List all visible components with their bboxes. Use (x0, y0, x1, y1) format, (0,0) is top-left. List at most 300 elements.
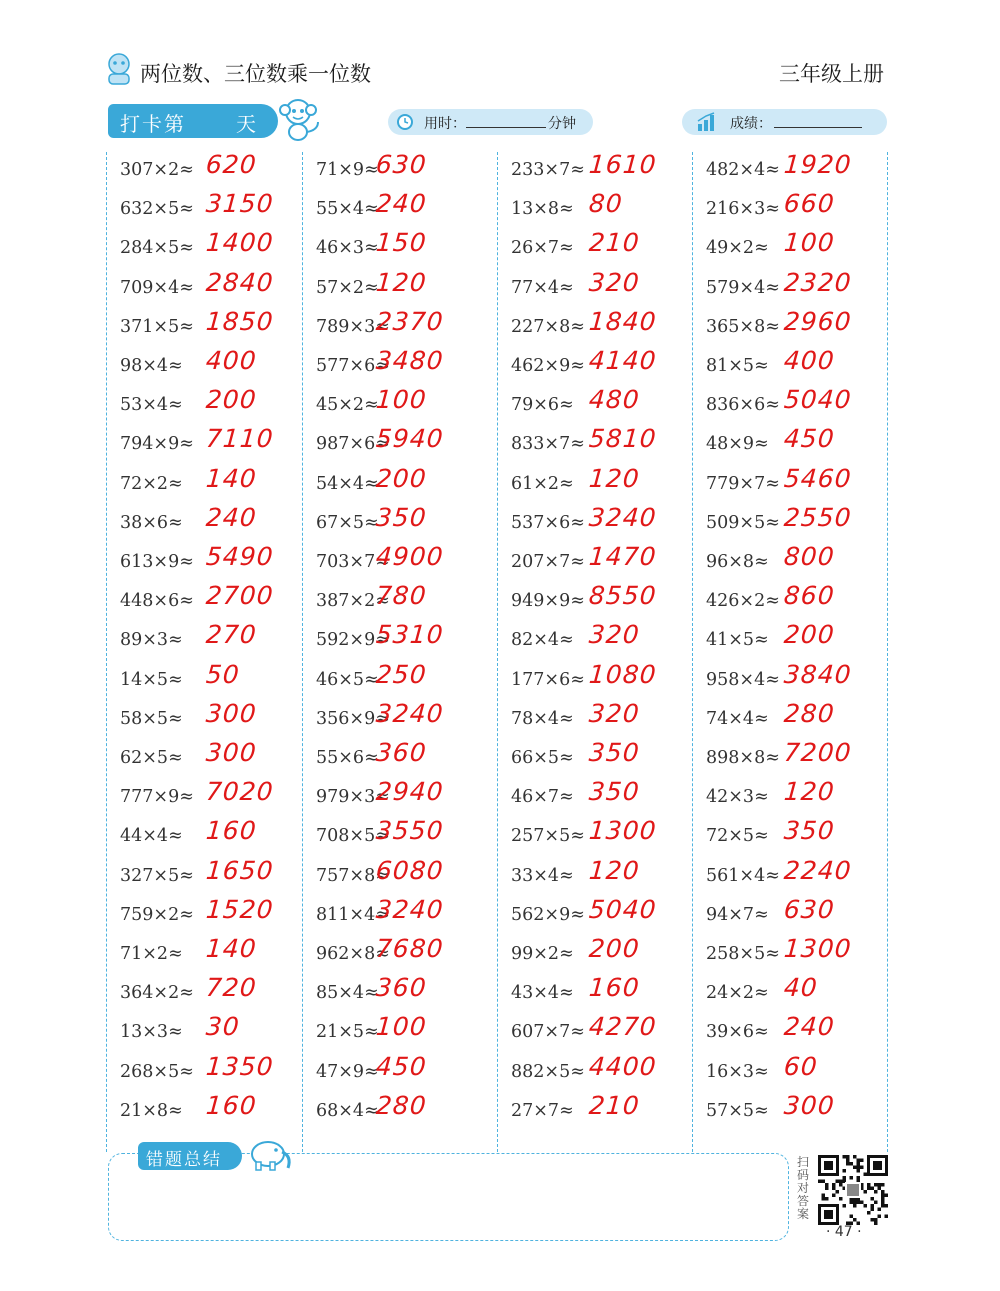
exercise-row (499, 583, 694, 622)
exercise-expression: 55×4≈ (316, 199, 379, 220)
handwritten-answer: 350 (587, 777, 641, 807)
handwritten-answer: 200 (374, 463, 428, 493)
page-number: · 47 · (826, 1224, 862, 1240)
handwritten-answer: 200 (782, 620, 836, 650)
exercise-expression: 33×4≈ (511, 865, 574, 886)
exercise-expression: 41×5≈ (706, 630, 769, 651)
exercise-row (304, 975, 499, 1014)
handwritten-answer: 160 (204, 1090, 258, 1120)
exercise-row (694, 267, 889, 309)
exercise-row (694, 659, 889, 701)
exercise-expression: 71×9≈ (316, 160, 379, 180)
exercise-row (304, 152, 499, 191)
handwritten-answer: 860 (782, 581, 836, 611)
exercise-row (108, 306, 303, 348)
exercise-row (304, 659, 499, 701)
exercise-row (304, 502, 499, 544)
exercise-expression: 607×7≈ (511, 1022, 585, 1043)
handwritten-answer: 300 (204, 738, 258, 767)
exercise-expression: 46×5≈ (316, 669, 379, 690)
time-blank (466, 127, 546, 128)
exercise-row (304, 818, 499, 857)
score-field (682, 109, 887, 135)
exercise-expression: 68×4≈ (316, 1100, 379, 1121)
exercise-expression: 16×3≈ (706, 1061, 769, 1082)
exercise-row (304, 1051, 499, 1093)
exercise-expression: 45×2≈ (316, 395, 379, 416)
exercise-row (108, 1051, 303, 1093)
handwritten-answer: 450 (374, 1051, 428, 1081)
exercise-expression: 537×6≈ (511, 512, 585, 533)
exercise-row (499, 818, 694, 857)
handwritten-answer: 240 (374, 189, 428, 219)
exercise-row (304, 1014, 499, 1053)
exercise-expression: 777×9≈ (120, 787, 194, 808)
exercise-expression: 958×4≈ (706, 669, 780, 690)
exercise-expression: 46×7≈ (511, 787, 574, 808)
handwritten-answer: 300 (782, 1090, 836, 1120)
handwritten-answer: 4270 (587, 1012, 658, 1042)
exercise-expression: 62×5≈ (120, 748, 183, 768)
exercise-expression: 26×7≈ (511, 238, 574, 259)
handwritten-answer: 350 (374, 502, 428, 532)
handwritten-answer: 320 (587, 698, 641, 728)
exercise-row (304, 1090, 499, 1132)
exercise-row (694, 740, 889, 779)
exercise-expression: 39×6≈ (706, 1022, 769, 1043)
exercise-expression: 89×3≈ (120, 630, 183, 651)
exercise-expression: 49×2≈ (706, 238, 769, 259)
exercise-expression: 14×5≈ (120, 669, 183, 690)
handwritten-answer: 240 (782, 1012, 836, 1042)
exercise-expression: 898×8≈ (706, 748, 780, 768)
exercise-row (499, 230, 694, 269)
handwritten-answer: 2700 (204, 581, 275, 611)
exercise-row (499, 152, 694, 191)
mascot-logo-icon (104, 52, 134, 86)
exercise-row (304, 463, 499, 505)
exercise-row (694, 818, 889, 857)
exercise-expression: 66×5≈ (511, 748, 574, 768)
exercise-row (108, 740, 303, 779)
exercise-expression: 47×9≈ (316, 1061, 379, 1082)
exercise-expression: 632×5≈ (120, 199, 194, 220)
exercise-column (694, 152, 889, 1152)
handwritten-answer: 4400 (587, 1051, 658, 1081)
handwritten-answer: 280 (374, 1090, 428, 1120)
exercise-row (108, 426, 303, 465)
exercise-expression: 54×4≈ (316, 473, 379, 494)
handwritten-answer: 7110 (204, 424, 275, 454)
exercise-expression: 71×2≈ (120, 944, 183, 964)
handwritten-answer: 200 (204, 385, 258, 415)
handwritten-answer: 320 (587, 267, 641, 297)
handwritten-answer: 2550 (782, 502, 853, 532)
exercise-expression: 81×5≈ (706, 356, 769, 376)
handwritten-answer: 7680 (374, 934, 445, 963)
exercise-row (499, 267, 694, 309)
exercise-row (108, 818, 303, 857)
checkin-label: 打卡第 (120, 112, 186, 136)
exercise-row (499, 894, 694, 936)
exercise-row (694, 544, 889, 583)
exercise-row (499, 1090, 694, 1132)
handwritten-answer: 450 (782, 424, 836, 454)
exercise-column (499, 152, 694, 1152)
exercise-expression: 85×4≈ (316, 983, 379, 1004)
exercise-expression: 99×2≈ (511, 944, 574, 964)
exercise-row (694, 1014, 889, 1053)
exercise-row (694, 894, 889, 936)
exercise-expression: 561×4≈ (706, 865, 780, 886)
handwritten-answer: 280 (782, 698, 836, 728)
handwritten-answer: 3240 (374, 698, 445, 728)
handwritten-answer: 60 (782, 1051, 819, 1081)
exercise-row (304, 191, 499, 230)
exercise-expression: 811×4≈ (316, 904, 390, 925)
handwritten-answer: 350 (782, 816, 836, 846)
page-header (100, 52, 900, 92)
exercise-expression: 38×6≈ (120, 512, 183, 533)
handwritten-answer: 1610 (587, 150, 658, 179)
exercise-expression: 794×9≈ (120, 434, 194, 455)
exercise-row (304, 348, 499, 387)
exercise-row (694, 387, 889, 426)
handwritten-answer: 80 (587, 189, 624, 219)
exercise-row (694, 426, 889, 465)
exercise-expression: 962×8≈ (316, 944, 390, 964)
exercise-expression: 757×8≈ (316, 865, 390, 886)
exercise-row (304, 698, 499, 740)
exercise-row (694, 936, 889, 975)
qr-code-icon[interactable] (818, 1155, 888, 1225)
handwritten-answer: 3840 (782, 659, 853, 689)
handwritten-answer: 8550 (587, 581, 658, 611)
exercise-expression: 74×4≈ (706, 708, 769, 729)
handwritten-answer: 100 (374, 385, 428, 415)
exercise-expression: 258×5≈ (706, 944, 780, 964)
exercise-expression: 42×3≈ (706, 787, 769, 808)
exercise-row (499, 1051, 694, 1093)
handwritten-answer: 7020 (204, 777, 275, 807)
handwritten-answer: 800 (782, 542, 836, 571)
handwritten-answer: 160 (587, 973, 641, 1003)
exercise-expression: 98×4≈ (120, 356, 183, 376)
exercise-expression: 448×6≈ (120, 591, 194, 612)
exercise-row (499, 698, 694, 740)
bar-chart-icon (696, 112, 718, 132)
exercise-expression: 77×4≈ (511, 277, 574, 298)
exercise-row (304, 779, 499, 818)
exercise-grid (106, 152, 888, 1152)
handwritten-answer: 320 (587, 620, 641, 650)
exercise-expression: 979×3≈ (316, 787, 390, 808)
handwritten-answer: 150 (374, 228, 428, 258)
handwritten-answer: 620 (204, 150, 258, 179)
exercise-row (499, 387, 694, 426)
exercise-row (108, 230, 303, 269)
handwritten-answer: 250 (374, 659, 428, 689)
exercise-row (694, 502, 889, 544)
handwritten-answer: 360 (374, 738, 428, 767)
exercise-row (499, 502, 694, 544)
exercise-expression: 836×6≈ (706, 395, 780, 416)
exercise-row (694, 622, 889, 661)
handwritten-answer: 2370 (374, 306, 445, 336)
exercise-row (499, 659, 694, 701)
exercise-expression: 462×9≈ (511, 356, 585, 376)
exercise-expression: 57×5≈ (706, 1100, 769, 1121)
exercise-expression: 21×5≈ (316, 1022, 379, 1043)
exercise-row (108, 622, 303, 661)
handwritten-answer: 300 (204, 698, 258, 728)
exercise-row (499, 191, 694, 230)
handwritten-answer: 210 (587, 1090, 641, 1120)
exercise-expression: 268×5≈ (120, 1061, 194, 1082)
exercise-expression: 284×5≈ (120, 238, 194, 259)
handwritten-answer: 1470 (587, 542, 658, 571)
handwritten-answer: 720 (204, 973, 258, 1003)
handwritten-answer: 2940 (374, 777, 445, 807)
handwritten-answer: 2960 (782, 306, 853, 336)
exercise-column (304, 152, 499, 1152)
exercise-expression: 227×8≈ (511, 316, 585, 337)
exercise-expression: 708×5≈ (316, 826, 390, 847)
handwritten-answer: 660 (782, 189, 836, 219)
exercise-row (108, 779, 303, 818)
handwritten-answer: 1520 (204, 894, 275, 924)
exercise-expression: 48×9≈ (706, 434, 769, 455)
exercise-expression: 58×5≈ (120, 708, 183, 729)
exercise-row (694, 348, 889, 387)
handwritten-answer: 5040 (782, 385, 853, 415)
exercise-row (108, 855, 303, 897)
handwritten-answer: 5310 (374, 620, 445, 650)
handwritten-answer: 100 (782, 228, 836, 258)
exercise-expression: 789×3≈ (316, 316, 390, 337)
handwritten-answer: 140 (204, 463, 258, 493)
handwritten-answer: 2840 (204, 267, 275, 297)
exercise-row (108, 348, 303, 387)
handwritten-answer: 3480 (374, 346, 445, 375)
exercise-row (694, 779, 889, 818)
elephant-icon (246, 1136, 294, 1172)
exercise-expression: 57×2≈ (316, 277, 379, 298)
exercise-row (499, 622, 694, 661)
exercise-row (304, 426, 499, 465)
exercise-row (499, 936, 694, 975)
exercise-expression: 67×5≈ (316, 512, 379, 533)
exercise-row (694, 306, 889, 348)
exercise-row (694, 191, 889, 230)
exercise-row (499, 1014, 694, 1053)
exercise-row (108, 387, 303, 426)
handwritten-answer: 400 (782, 346, 836, 375)
exercise-expression: 387×2≈ (316, 591, 390, 612)
mistake-summary-label: 错题总结 (146, 1150, 222, 1170)
exercise-row (108, 191, 303, 230)
handwritten-answer: 360 (374, 973, 428, 1003)
exercise-row (304, 894, 499, 936)
exercise-expression: 24×2≈ (706, 983, 769, 1004)
score-label: 成绩： (730, 116, 772, 132)
exercise-expression: 426×2≈ (706, 591, 780, 612)
handwritten-answer: 350 (587, 738, 641, 767)
handwritten-answer: 120 (374, 267, 428, 297)
handwritten-answer: 100 (374, 1012, 428, 1042)
exercise-row (108, 544, 303, 583)
exercise-expression: 21×8≈ (120, 1100, 183, 1121)
handwritten-answer: 7200 (782, 738, 853, 767)
exercise-row (304, 583, 499, 622)
handwritten-answer: 240 (204, 502, 258, 532)
exercise-row (108, 152, 303, 191)
exercise-row (499, 306, 694, 348)
exercise-expression: 371×5≈ (120, 316, 194, 337)
exercise-row (694, 698, 889, 740)
exercise-expression: 27×7≈ (511, 1100, 574, 1121)
exercise-expression: 79×6≈ (511, 395, 574, 416)
handwritten-answer: 3240 (587, 502, 658, 532)
handwritten-answer: 140 (204, 934, 258, 963)
alarm-clock-icon (396, 112, 414, 130)
exercise-row (108, 1014, 303, 1053)
exercise-expression: 233×7≈ (511, 160, 585, 180)
exercise-expression: 207×7≈ (511, 552, 585, 572)
exercise-row (304, 544, 499, 583)
checkin-banner (108, 104, 278, 138)
handwritten-answer: 1080 (587, 659, 658, 689)
exercise-expression: 13×8≈ (511, 199, 574, 220)
handwritten-answer: 630 (782, 894, 836, 924)
exercise-expression: 365×8≈ (706, 316, 780, 337)
exercise-row (304, 936, 499, 975)
exercise-expression: 46×3≈ (316, 238, 379, 259)
exercise-row (694, 975, 889, 1014)
exercise-expression: 78×4≈ (511, 708, 574, 729)
exercise-expression: 577×6≈ (316, 356, 390, 376)
exercise-expression: 759×2≈ (120, 904, 194, 925)
handwritten-answer: 630 (374, 150, 428, 179)
handwritten-answer: 160 (204, 816, 258, 846)
handwritten-answer: 120 (587, 463, 641, 493)
exercise-row (499, 348, 694, 387)
exercise-expression: 96×8≈ (706, 552, 769, 572)
time-label: 用时： (424, 116, 466, 132)
handwritten-answer: 1850 (204, 306, 275, 336)
handwritten-answer: 780 (374, 581, 428, 611)
exercise-expression: 703×7≈ (316, 552, 390, 572)
exercise-row (304, 306, 499, 348)
handwritten-answer: 2320 (782, 267, 853, 297)
exercise-row (499, 426, 694, 465)
handwritten-answer: 3150 (204, 189, 275, 219)
handwritten-answer: 1400 (204, 228, 275, 258)
handwritten-answer: 270 (204, 620, 258, 650)
exercise-expression: 356×9≈ (316, 708, 390, 729)
handwritten-answer: 40 (782, 973, 819, 1003)
handwritten-answer: 120 (587, 855, 641, 885)
handwritten-answer: 6080 (374, 855, 445, 885)
exercise-row (108, 894, 303, 936)
exercise-expression: 55×6≈ (316, 748, 379, 768)
exercise-expression: 509×5≈ (706, 512, 780, 533)
exercise-expression: 44×4≈ (120, 826, 183, 847)
exercise-expression: 82×4≈ (511, 630, 574, 651)
handwritten-answer: 120 (782, 777, 836, 807)
exercise-row (304, 855, 499, 897)
exercise-row (694, 230, 889, 269)
exercise-row (694, 1051, 889, 1093)
handwritten-answer: 5810 (587, 424, 658, 454)
exercise-row (694, 855, 889, 897)
exercise-expression: 72×5≈ (706, 826, 769, 847)
handwritten-answer: 50 (204, 659, 241, 689)
grade-label: 三年级上册 (779, 62, 884, 86)
exercise-expression: 882×5≈ (511, 1061, 585, 1082)
exercise-row (499, 463, 694, 505)
exercise-expression: 833×7≈ (511, 434, 585, 455)
exercise-row (304, 740, 499, 779)
exercise-row (304, 267, 499, 309)
time-field (388, 109, 593, 135)
exercise-column (108, 152, 303, 1152)
handwritten-answer: 5460 (782, 463, 853, 493)
handwritten-answer: 1920 (782, 150, 853, 179)
handwritten-answer: 1840 (587, 306, 658, 336)
exercise-expression: 613×9≈ (120, 552, 194, 572)
exercise-expression: 327×5≈ (120, 865, 194, 886)
exercise-row (304, 622, 499, 661)
exercise-expression: 562×9≈ (511, 904, 585, 925)
exercise-row (108, 267, 303, 309)
exercise-row (108, 659, 303, 701)
exercise-expression: 949×9≈ (511, 591, 585, 612)
handwritten-answer: 1350 (204, 1051, 275, 1081)
exercise-expression: 257×5≈ (511, 826, 585, 847)
exercise-row (108, 583, 303, 622)
time-unit: 分钟 (548, 116, 576, 132)
handwritten-answer: 5940 (374, 424, 445, 454)
exercise-row (694, 583, 889, 622)
exercise-expression: 307×2≈ (120, 160, 194, 180)
handwritten-answer: 200 (587, 934, 641, 963)
exercise-expression: 13×3≈ (120, 1022, 183, 1043)
exercise-expression: 72×2≈ (120, 473, 183, 494)
exercise-row (108, 463, 303, 505)
exercise-row (108, 502, 303, 544)
exercise-expression: 779×7≈ (706, 473, 780, 494)
handwritten-answer: 480 (587, 385, 641, 415)
exercise-expression: 592×9≈ (316, 630, 390, 651)
exercise-row (499, 544, 694, 583)
exercise-row (499, 855, 694, 897)
exercise-expression: 579×4≈ (706, 277, 780, 298)
handwritten-answer: 400 (204, 346, 258, 375)
score-blank (774, 127, 862, 128)
exercise-expression: 709×4≈ (120, 277, 194, 298)
handwritten-answer: 1300 (587, 816, 658, 846)
exercise-row (304, 230, 499, 269)
handwritten-answer: 2240 (782, 855, 853, 885)
handwritten-answer: 3550 (374, 816, 445, 846)
exercise-row (694, 1090, 889, 1132)
exercise-row (108, 936, 303, 975)
exercise-expression: 43×4≈ (511, 983, 574, 1004)
handwritten-answer: 210 (587, 228, 641, 258)
exercise-expression: 61×2≈ (511, 473, 574, 494)
mistake-summary-tab (138, 1142, 242, 1170)
